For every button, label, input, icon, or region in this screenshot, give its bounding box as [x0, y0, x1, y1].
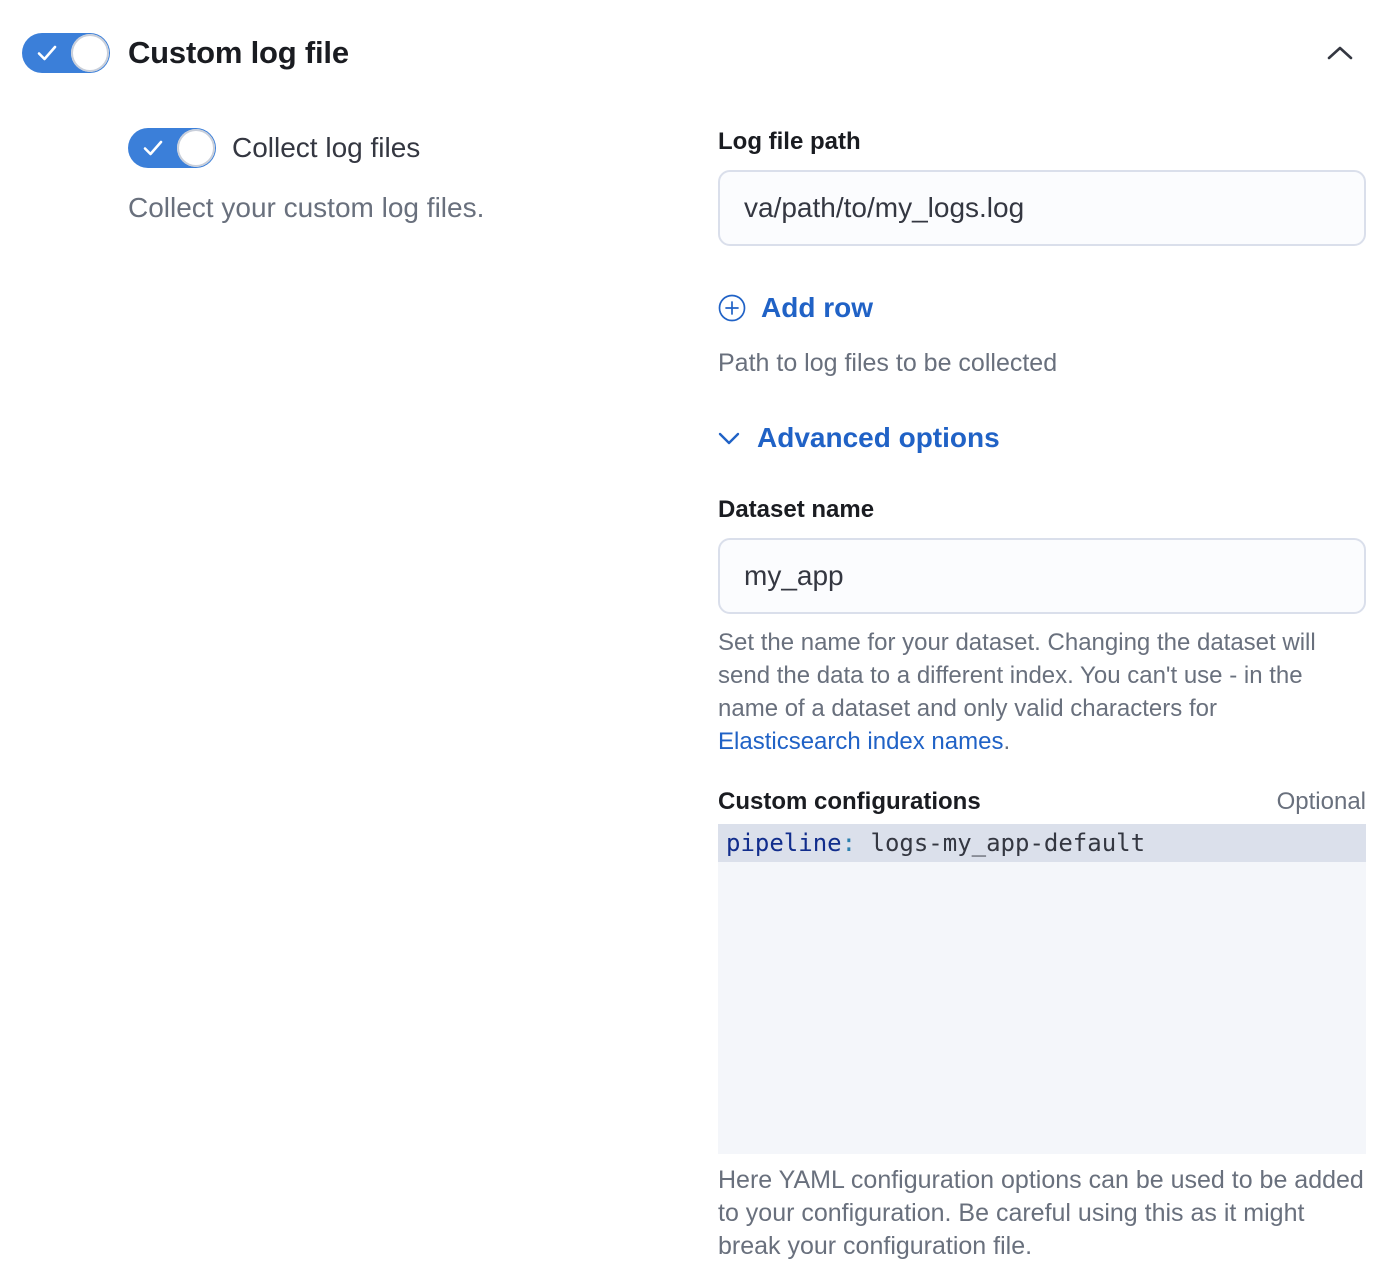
collect-log-files-toggle[interactable] [128, 128, 216, 168]
panel-body [0, 128, 1384, 1263]
collapse-panel-button[interactable] [1320, 33, 1360, 73]
stream-summary-column [0, 128, 718, 1263]
panel-title: Custom log file [128, 35, 349, 70]
custom-configurations-label: Custom configurations [718, 788, 981, 815]
custom-configurations-help: Here YAML configuration options can be used to be added to your configuration. Be careful using this as it might break your configuration file. [718, 1166, 1364, 1260]
toggle-knob [71, 34, 109, 72]
dataset-help-text: Set the name for your dataset. Changing the dataset will send the data to a different index. You can't use - in the name of a dataset and only valid characters for [718, 629, 1316, 722]
yaml-separator: : [841, 829, 871, 857]
log-file-path-input[interactable] [718, 170, 1366, 246]
log-file-path-label: Log file path [718, 128, 861, 155]
advanced-options-toggle[interactable] [718, 422, 1000, 454]
check-icon [35, 43, 59, 63]
stream-description: Collect your custom log files. [128, 192, 485, 223]
stream-settings-column [718, 128, 1366, 1263]
optional-badge: Optional [1276, 788, 1366, 815]
yaml-value: logs-my_app-default [870, 829, 1146, 857]
custom-configurations-header [718, 788, 1366, 816]
dataset-name-help [718, 626, 1366, 758]
yaml-code-editor[interactable] [718, 824, 1366, 1154]
chevron-up-icon [1326, 45, 1354, 61]
advanced-options-label: Advanced options [757, 422, 1000, 453]
check-icon [141, 138, 165, 158]
yaml-code-line [718, 824, 1366, 862]
dataset-name-input[interactable] [718, 538, 1366, 614]
log-file-path-help: Path to log files to be collected [718, 349, 1058, 377]
panel-header [0, 0, 1384, 73]
dataset-help-period: . [1003, 728, 1011, 755]
stream-toggle-row [128, 128, 718, 168]
elasticsearch-index-names-link[interactable]: Elasticsearch index names [718, 728, 1004, 755]
dataset-name-label: Dataset name [718, 496, 875, 523]
toggle-knob [177, 129, 215, 167]
yaml-key: pipeline [726, 829, 842, 857]
add-row-button[interactable] [718, 292, 873, 324]
plus-circle-icon [718, 294, 746, 322]
integration-enabled-toggle[interactable] [22, 33, 110, 73]
stream-toggle-label: Collect log files [232, 132, 421, 163]
chevron-down-icon [718, 432, 740, 445]
add-row-label: Add row [761, 292, 873, 323]
